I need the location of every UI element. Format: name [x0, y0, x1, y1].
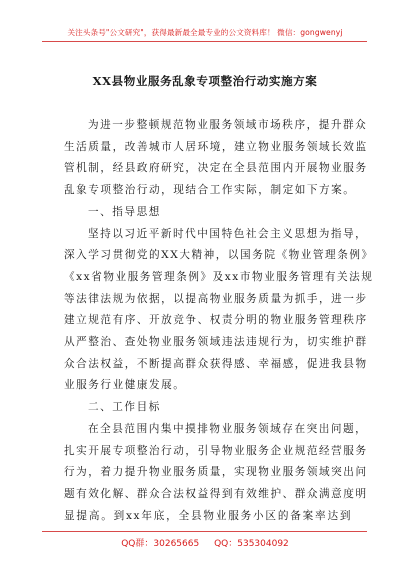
- body-line: 生活质量，改善城市人居环境，建立物业服务领域长效监: [64, 140, 368, 153]
- body-line: 《xx省物业服务管理条例》及xx市物业服务管理有关法规: [64, 270, 374, 283]
- body-line: 扎实开展专项整治行动，引导物业服务企业规范经营服务: [64, 444, 368, 457]
- body-line: 从严整治、查处物业服务领域违法违规行为，切实维护群: [64, 336, 368, 348]
- body-line: 为进一步整顿规范物业服务领域市场秩序，提升群众: [88, 119, 368, 131]
- document-title: XX县物业服务乱象专项整治行动实施方案: [92, 74, 318, 88]
- footer-qq: QQ：535304092: [214, 539, 289, 549]
- body-line: 等法律法规为依据，以提高物业服务质量为抓手，进一步: [64, 292, 368, 305]
- body-line: 行为，着力提升物业服务质量，实现物业服务领域突出问: [64, 466, 368, 479]
- body-line: 众合法权益，不断提高群众获得感、幸福感，促进我县物: [64, 357, 368, 370]
- header-promo-note: 关注头条号"公文研究"，获得最新最全最专业的公文资料库！ 微信：gongwenyj: [67, 28, 343, 37]
- body-line: 题有效化解、群众合法权益得到有效维护、群众满意度明: [64, 487, 368, 500]
- body-line: 业服务行业健康发展。: [64, 379, 186, 392]
- footer-qq-group: QQ群：30265665: [121, 539, 200, 549]
- body-line: 在全县范围内集中摸排物业服务领域存在突出问题，: [88, 422, 368, 435]
- body-line: 二、工作目标: [88, 401, 161, 414]
- body-line: 一、指导思想: [88, 205, 161, 218]
- body-line: 管机制，经县政府研究，决定在全县范围内开展物业服务: [64, 162, 368, 175]
- body-line: 显提高。到xx年底，全县物业服务小区的备案率达到: [64, 509, 352, 522]
- body-line: 建立规范有序、开放竞争、权责分明的物业服务管理秩序: [64, 314, 368, 327]
- footer-contact: [40, 536, 370, 549]
- body-line: 坚持以习近平新时代中国特色社会主义思想为指导，: [88, 227, 368, 240]
- footer-divider: [42, 531, 367, 532]
- body-line: 深入学习贯彻党的XX大精神，以国务院《物业管理条例》: [64, 249, 374, 262]
- body-line: 乱象专项整治行动，现结合工作实际，制定如下方案。: [64, 184, 356, 197]
- header-divider: [42, 41, 367, 42]
